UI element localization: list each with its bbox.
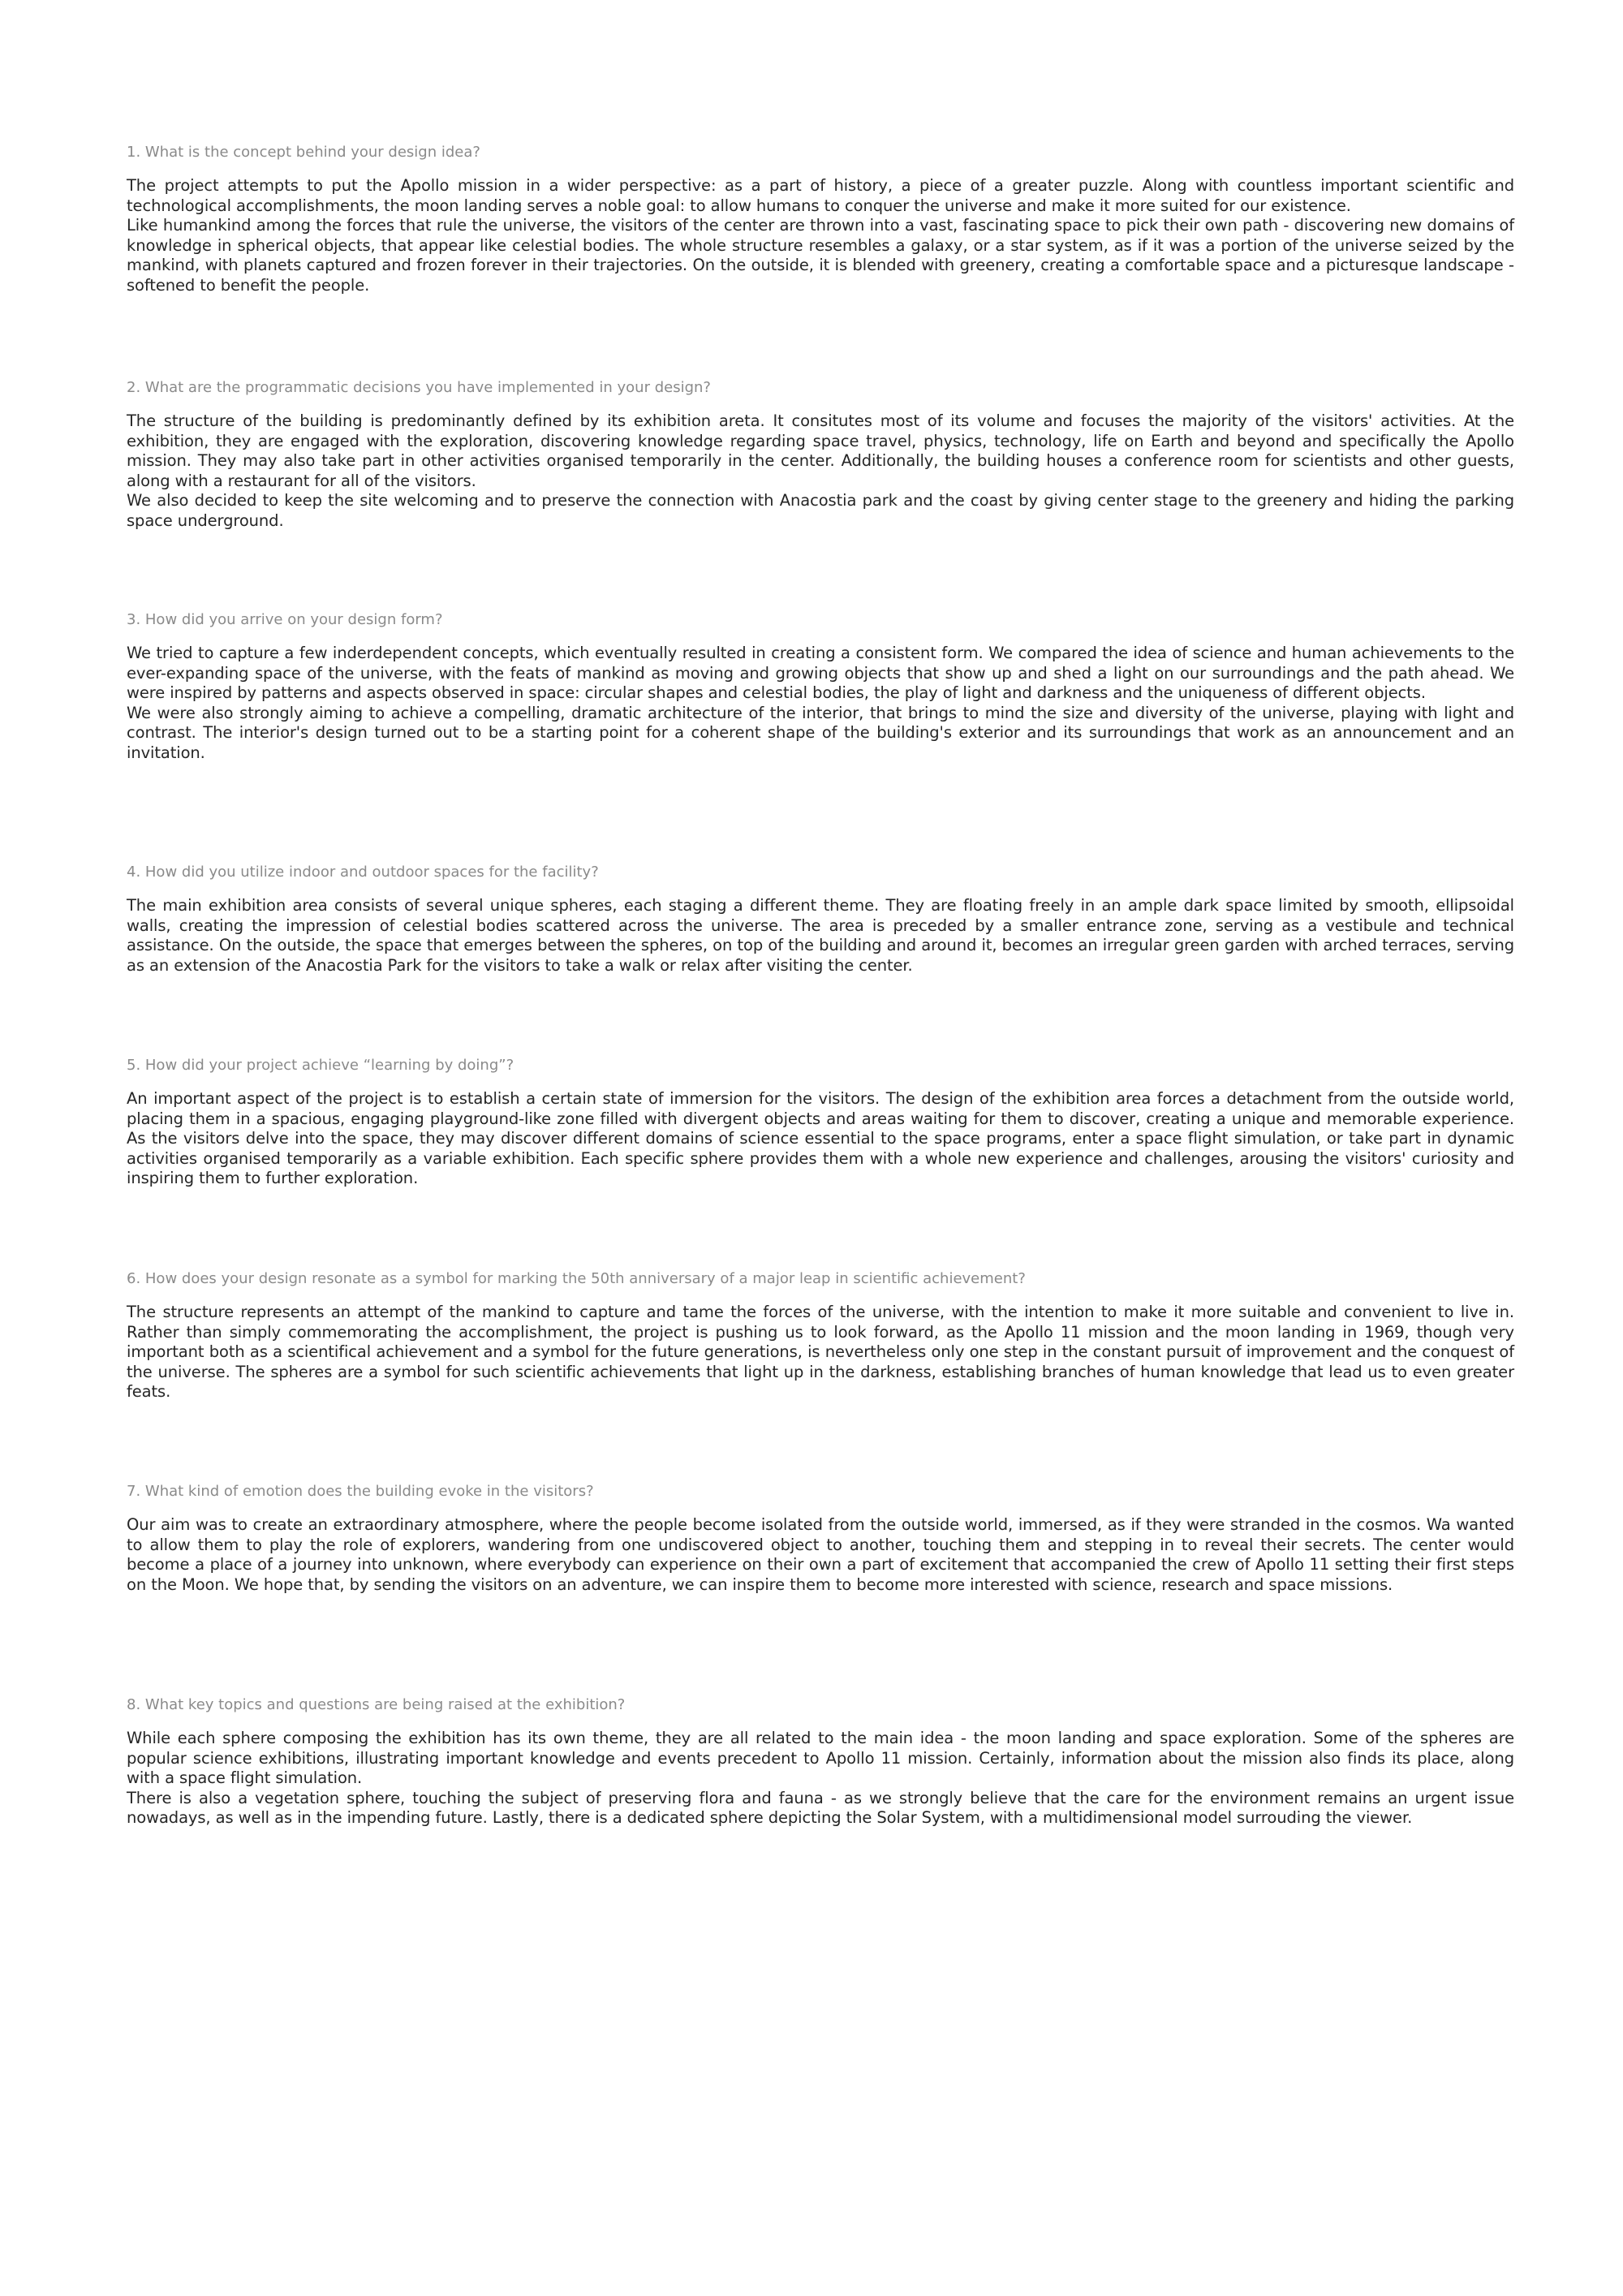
qa-section-2: [127, 378, 1514, 531]
answer-paragraph: The project attempts to put the Apollo mission in a wider perspective: as a part of history, a piece of a greater puzzle. Along with countless important scientific and technological accomplishments, the moon landing serves a noble goal: to allow humans to conquer the universe and make it more suited for our existence.: [127, 176, 1514, 215]
document-page: [127, 0, 1514, 2296]
qa-section-7: [127, 1482, 1514, 1595]
answer-body: [127, 644, 1514, 763]
question-heading: 1. What is the concept behind your design idea?: [127, 144, 480, 161]
answer-paragraph: The main exhibition area consists of several unique spheres, each staging a different theme. They are floating freely in an ample dark space limited by smooth, ellipsoidal walls, creating the impression of celestial bodies scattered across the universe. The area is preceded by a smaller entrance zone, serving as a vestibule and technical assistance. On the outside, the space that emerges between the spheres, on top of the building and around it, becomes an irregular green garden with arched terraces, serving as an extension of the Anacostia Park for the visitors to take a walk or relax after visiting the center.: [127, 896, 1514, 975]
answer-paragraph: While each sphere composing the exhibition has its own theme, they are all related to the main idea - the moon landing and space exploration. Some of the spheres are popular science exhibitions, illustrating important knowledge and events precedent to Apollo 11 mission. Certainly, information about the mission also finds its place, along with a space flight simulation.: [127, 1729, 1514, 1787]
answer-paragraph: An important aspect of the project is to establish a certain state of immersion for the visitors. The design of the exhibition area forces a detachment from the outside world, placing them in a spacious, engaging playground-like zone filled with divergent objects and areas waiting for them to discover, creating a unique and memorable experience. As the visitors delve into the space, they may discover different domains of science essential to the space programs, enter a space flight simulation, or take part in dynamic activities organised temporarily as a variable exhibition. Each specific sphere provides them with a whole new experience and challenges, arousing the visitors' curiosity and inspiring them to further exploration.: [127, 1089, 1514, 1187]
answer-body: [127, 176, 1514, 295]
answer-paragraph: There is also a vegetation sphere, touching the subject of preserving flora and fauna - as we strongly believe that the care for the environment remains an urgent issue nowadays, as well as in the impending future. Lastly, there is a dedicated sphere depicting the Solar System, with a multidimensional model surrouding the viewer.: [127, 1788, 1514, 1827]
question-heading: 5. How did your project achieve “learning by doing”?: [127, 1057, 514, 1074]
question-heading: 2. What are the programmatic decisions you have implemented in your design?: [127, 379, 711, 396]
answer-paragraph: Our aim was to create an extraordinary atmosphere, where the people become isolated from the outside world, immersed, as if they were stranded in the cosmos. Wa wanted to allow them to play the role of explorers, wandering from one undiscovered object to another, touching them and stepping in to reveal their secrets. The center would become a place of a journey into unknown, where everybody can experience on their own a part of excitement that accompanied the crew of Apollo 11 setting their first steps on the Moon. We hope that, by sending the visitors on an adventure, we can inspire them to become more interested with science, research and space missions.: [127, 1515, 1514, 1594]
question-heading: 7. What kind of emotion does the building evoke in the visitors?: [127, 1483, 594, 1500]
answer-body: [127, 1729, 1514, 1829]
qa-section-1: [127, 143, 1514, 295]
question-heading: 4. How did you utilize indoor and outdoor spaces for the facility?: [127, 864, 599, 881]
answer-paragraph: We tried to capture a few inderdependent concepts, which eventually resulted in creating a consistent form. We compared the idea of science and human achievements to the ever-expanding space of the universe, with the feats of mankind as moving and growing objects that show up and shed a light on our surroundings and the path ahead. We were inspired by patterns and aspects observed in space: circular shapes and celestial bodies, the play of light and darkness and the uniqueness of different objects.: [127, 644, 1514, 702]
answer-paragraph: The structure of the building is predominantly defined by its exhibition areta. It consitutes most of its volume and focuses the majority of the visitors' activities. At the exhibition, they are engaged with the exploration, discovering knowledge regarding space travel, physics, technology, life on Earth and beyond and specifically the Apollo mission. They may also take part in other activities organised temporarily in the center. Additionally, the building houses a conference room for scientists and other guests, along with a restaurant for all of the visitors.: [127, 411, 1514, 490]
qa-section-4: [127, 863, 1514, 976]
answer-body: [127, 1303, 1514, 1402]
answer-body: [127, 896, 1514, 976]
qa-section-3: [127, 610, 1514, 763]
question-heading: 6. How does your design resonate as a symbol for marking the 50th anniversary of a major leap in scientific achievement?: [127, 1270, 1026, 1287]
answer-body: [127, 1515, 1514, 1595]
answer-body: [127, 411, 1514, 531]
answer-body: [127, 1089, 1514, 1189]
answer-paragraph: We were also strongly aiming to achieve a compelling, dramatic architecture of the interior, that brings to mind the size and diversity of the universe, playing with light and contrast. The interior's design turned out to be a starting point for a coherent shape of the building's exterior and its surroundings that work as an announcement and an invitation.: [127, 703, 1514, 762]
answer-paragraph: The structure represents an attempt of the mankind to capture and tame the forces of the universe, with the intention to make it more suitable and convenient to live in. Rather than simply commemorating the accomplishment, the project is pushing us to look forward, as the Apollo 11 mission and the moon landing in 1969, though very important both as a scientifical achievement and a symbol for the future generations, is nevertheless only one step in the constant pursuit of improvement and the conquest of the universe. The spheres are a symbol for such scientific achievements that light up in the darkness, establishing branches of human knowledge that lead us to even greater feats.: [127, 1303, 1514, 1401]
question-heading: 8. What key topics and questions are being raised at the exhibition?: [127, 1696, 626, 1713]
qa-section-6: [127, 1269, 1514, 1402]
qa-section-8: [127, 1695, 1514, 1829]
qa-section-5: [127, 1056, 1514, 1189]
answer-paragraph: Like humankind among the forces that rule the universe, the visitors of the center are thrown into a vast, fascinating space to pick their own path - discovering new domains of knowledge in spherical objects, that appear like celestial bodies. The whole structure resembles a galaxy, or a star system, as if it was a portion of the universe seized by the mankind, with planets captured and frozen forever in their trajectories. On the outside, it is blended with greenery, creating a comfortable space and a picturesque landscape - softened to benefit the people.: [127, 216, 1514, 295]
answer-paragraph: We also decided to keep the site welcoming and to preserve the connection with Anacostia park and the coast by giving center stage to the greenery and hiding the parking space underground.: [127, 491, 1514, 530]
question-heading: 3. How did you arrive on your design form?: [127, 611, 443, 628]
